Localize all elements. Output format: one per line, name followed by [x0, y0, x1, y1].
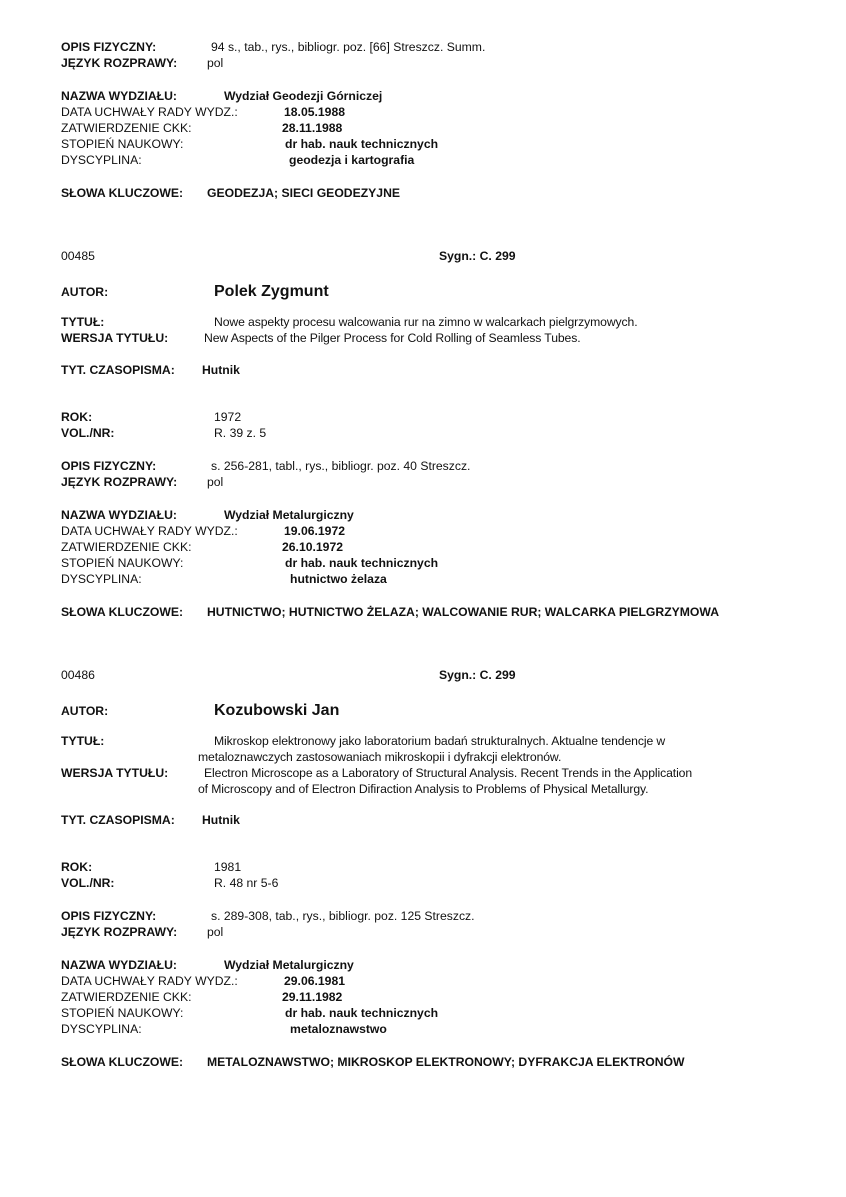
czasopismo-label: TYT. CZASOPISMA:	[61, 363, 175, 377]
dyscyplina-value: geodezja i kartografia	[289, 153, 415, 167]
vol-label: VOL./NR:	[61, 876, 115, 890]
dyscyplina-label: DYSCYPLINA:	[61, 1022, 142, 1036]
record-number: 00485	[61, 249, 95, 263]
jezyk-label: JĘZYK ROZPRAWY:	[61, 925, 178, 939]
data-uchwaly-label: DATA UCHWAŁY RADY WYDZ.:	[61, 524, 238, 538]
vol-value: R. 48 nr 5-6	[214, 876, 279, 890]
jezyk-value: pol	[207, 56, 224, 70]
dyscyplina-value: hutnictwo żelaza	[290, 572, 387, 586]
ckk-value: 26.10.1972	[282, 540, 343, 554]
tytul-value-line-1: Mikroskop elektronowy jako laboratorium badań strukturalnych. Aktualne tendencje w	[214, 734, 666, 748]
wydzial-label: NAZWA WYDZIAŁU:	[61, 508, 177, 522]
data-uchwaly-label: DATA UCHWAŁY RADY WYDZ.:	[61, 974, 238, 988]
slowa-value: GEODEZJA; SIECI GEODEZYJNE	[207, 186, 401, 200]
vol-label: VOL./NR:	[61, 426, 115, 440]
stopien-value: dr hab. nauk technicznych	[285, 137, 439, 151]
rok-label: ROK:	[61, 410, 93, 424]
jezyk-value: pol	[207, 475, 224, 489]
autor-label: AUTOR:	[61, 704, 109, 718]
czasopismo-value: Hutnik	[202, 813, 240, 827]
jezyk-label: JĘZYK ROZPRAWY:	[61, 56, 178, 70]
rok-label: ROK:	[61, 860, 93, 874]
slowa-label: SŁOWA KLUCZOWE:	[61, 186, 184, 200]
stopien-label: STOPIEŃ NAUKOWY:	[61, 556, 184, 570]
sygnatura: Sygn.: C. 299	[439, 249, 516, 263]
ckk-value: 29.11.1982	[282, 990, 343, 1004]
record-number: 00486	[61, 668, 95, 682]
autor-value: Kozubowski Jan	[214, 702, 340, 719]
rok-value: 1981	[214, 860, 242, 874]
data-uchwaly-value: 18.05.1988	[284, 105, 345, 119]
dyscyplina-value: metaloznawstwo	[290, 1022, 387, 1036]
slowa-value: HUTNICTWO; HUTNICTWO ŻELAZA; WALCOWANIE RUR; WALCARKA PIELGRZYMOWA	[207, 605, 720, 619]
slowa-label: SŁOWA KLUCZOWE:	[61, 1055, 184, 1069]
wersja-value: New Aspects of the Pilger Process for Cold Rolling of Seamless Tubes.	[204, 331, 581, 345]
ckk-value: 28.11.1988	[282, 121, 343, 135]
dyscyplina-label: DYSCYPLINA:	[61, 153, 142, 167]
autor-value: Polek Zygmunt	[214, 283, 329, 300]
stopien-value: dr hab. nauk technicznych	[285, 1006, 439, 1020]
tytul-label: TYTUŁ:	[61, 734, 105, 748]
tytul-value-line-2: metaloznawczych zastosowaniach mikroskopii i dyfrakcji elektronów.	[198, 750, 562, 764]
jezyk-value: pol	[207, 925, 224, 939]
opis-value: 94 s., tab., rys., bibliogr. poz. [66] Streszcz. Summ.	[211, 40, 486, 54]
opis-label: OPIS FIZYCZNY:	[61, 459, 157, 473]
data-uchwaly-value: 19.06.1972	[284, 524, 345, 538]
rok-value: 1972	[214, 410, 242, 424]
wydzial-label: NAZWA WYDZIAŁU:	[61, 89, 177, 103]
slowa-label: SŁOWA KLUCZOWE:	[61, 605, 184, 619]
tytul-label: TYTUŁ:	[61, 315, 105, 329]
sygnatura: Sygn.: C. 299	[439, 668, 516, 682]
opis-value: s. 256-281, tabl., rys., bibliogr. poz. 40 Streszcz.	[211, 459, 471, 473]
wydzial-value: Wydział Metalurgiczny	[224, 508, 354, 522]
wydzial-value: Wydział Geodezji Górniczej	[224, 89, 383, 103]
ckk-label: ZATWIERDZENIE CKK:	[61, 990, 192, 1004]
wydzial-value: Wydział Metalurgiczny	[224, 958, 354, 972]
wersja-label: WERSJA TYTUŁU:	[61, 331, 169, 345]
opis-value: s. 289-308, tab., rys., bibliogr. poz. 125 Streszcz.	[211, 909, 475, 923]
stopien-label: STOPIEŃ NAUKOWY:	[61, 137, 184, 151]
slowa-value: METALOZNAWSTWO; MIKROSKOP ELEKTRONOWY; DYFRAKCJA ELEKTRONÓW	[207, 1055, 685, 1069]
wersja-value-line-1: Electron Microscope as a Laboratory of Structural Analysis. Recent Trends in the Application	[204, 766, 693, 780]
czasopismo-label: TYT. CZASOPISMA:	[61, 813, 175, 827]
data-uchwaly-label: DATA UCHWAŁY RADY WYDZ.:	[61, 105, 238, 119]
opis-label: OPIS FIZYCZNY:	[61, 40, 157, 54]
wersja-label: WERSJA TYTUŁU:	[61, 766, 169, 780]
data-uchwaly-value: 29.06.1981	[284, 974, 345, 988]
ckk-label: ZATWIERDZENIE CKK:	[61, 121, 192, 135]
dyscyplina-label: DYSCYPLINA:	[61, 572, 142, 586]
wersja-value-line-2: of Microscopy and of Electron Difiraction Analysis to Problems of Physical Metallurgy.	[198, 782, 649, 796]
ckk-label: ZATWIERDZENIE CKK:	[61, 540, 192, 554]
stopien-label: STOPIEŃ NAUKOWY:	[61, 1006, 184, 1020]
stopien-value: dr hab. nauk technicznych	[285, 556, 439, 570]
jezyk-label: JĘZYK ROZPRAWY:	[61, 475, 178, 489]
czasopismo-value: Hutnik	[202, 363, 240, 377]
vol-value: R. 39 z. 5	[214, 426, 267, 440]
tytul-value: Nowe aspekty procesu walcowania rur na zimno w walcarkach pielgrzymowych.	[214, 315, 638, 329]
opis-label: OPIS FIZYCZNY:	[61, 909, 157, 923]
wydzial-label: NAZWA WYDZIAŁU:	[61, 958, 177, 972]
autor-label: AUTOR:	[61, 285, 109, 299]
